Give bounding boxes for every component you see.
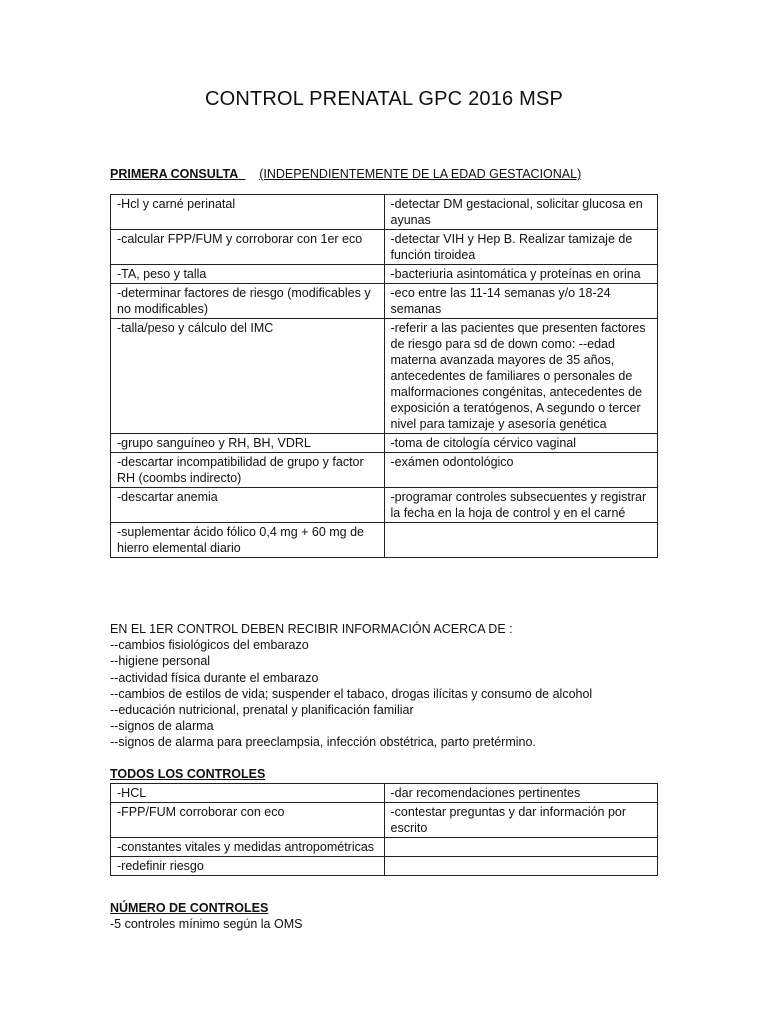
table-cell: -determinar factores de riesgo (modificables y no modificables) bbox=[111, 284, 385, 319]
table-row bbox=[111, 857, 658, 876]
table-cell: -suplementar ácido fólico 0,4 mg + 60 mg de hierro elemental diario bbox=[111, 523, 385, 558]
table-cell: -dar recomendaciones pertinentes bbox=[384, 784, 658, 803]
numero-controles-text: -5 controles mínimo según la OMS bbox=[110, 917, 303, 931]
table-row bbox=[111, 265, 658, 284]
table-cell: -eco entre las 11-14 semanas y/o 18-24 semanas bbox=[384, 284, 658, 319]
table-cell: -contestar preguntas y dar información por escrito bbox=[384, 803, 658, 838]
table-row bbox=[111, 230, 658, 265]
list-item: --actividad física durante el embarazo bbox=[110, 670, 319, 685]
informacion-heading: EN EL 1ER CONTROL DEBEN RECIBIR INFORMACIÓN ACERCA DE : bbox=[110, 622, 513, 636]
list-item: --higiene personal bbox=[110, 654, 211, 669]
table-row bbox=[111, 488, 658, 523]
table-cell: -grupo sanguíneo y RH, BH, VDRL bbox=[111, 434, 385, 453]
table-row bbox=[111, 838, 658, 857]
table-cell: -Hcl y carné perinatal bbox=[111, 195, 385, 230]
table-cell: -referir a las pacientes que presenten factores de riesgo para sd de down como: --edad materna avanzada mayores de 35 años, antecedentes de familiares o personales de malformaciones congénitas, antecedentes de exposición a teratógenos, A segundo o tercer nivel para tamizaje y asesoría genética bbox=[384, 319, 658, 434]
table-row bbox=[111, 453, 658, 488]
list-item: --signos de alarma bbox=[110, 719, 214, 734]
table-cell: -exámen odontológico bbox=[384, 453, 658, 488]
table-cell: -calcular FPP/FUM y corroborar con 1er eco bbox=[111, 230, 385, 265]
table-cell: -talla/peso y cálculo del IMC bbox=[111, 319, 385, 434]
table-cell: -TA, peso y talla bbox=[111, 265, 385, 284]
primera-consulta-heading: PRIMERA CONSULTA bbox=[110, 167, 239, 181]
list-item: --cambios fisiológicos del embarazo bbox=[110, 638, 309, 653]
informacion-block bbox=[110, 621, 670, 751]
list-item: --cambios de estilos de vida; suspender el tabaco, drogas ilícitas y consumo de alcohol bbox=[110, 686, 593, 701]
table-cell: -descartar anemia bbox=[111, 488, 385, 523]
table-cell: -bacteriuria asintomática y proteínas en orina bbox=[384, 265, 658, 284]
primera-consulta-table bbox=[110, 194, 658, 558]
table-cell: -redefinir riesgo bbox=[111, 857, 385, 876]
table-cell bbox=[384, 838, 658, 857]
list-item: --educación nutricional, prenatal y planificación familiar bbox=[110, 703, 414, 718]
todos-controles-heading: TODOS LOS CONTROLES bbox=[110, 767, 266, 781]
table-cell: -descartar incompatibilidad de grupo y factor RH (coombs indirecto) bbox=[111, 453, 385, 488]
table-row bbox=[111, 784, 658, 803]
table-cell: -detectar VIH y Hep B. Realizar tamizaje de función tiroidea bbox=[384, 230, 658, 265]
numero-controles-heading: NÚMERO DE CONTROLES bbox=[110, 901, 269, 915]
table-row bbox=[111, 434, 658, 453]
table-row bbox=[111, 284, 658, 319]
todos-controles-table bbox=[110, 783, 658, 876]
table-cell: -constantes vitales y medidas antropométricas bbox=[111, 838, 385, 857]
document-title: CONTROL PRENATAL GPC 2016 MSP bbox=[204, 88, 564, 110]
primera-consulta-heading-row bbox=[110, 167, 581, 181]
table-cell: -toma de citología cérvico vaginal bbox=[384, 434, 658, 453]
list-item: --signos de alarma para preeclampsia, infección obstétrica, parto pretérmino. bbox=[110, 735, 536, 750]
table-cell: -detectar DM gestacional, solicitar glucosa en ayunas bbox=[384, 195, 658, 230]
table-row bbox=[111, 523, 658, 558]
table-cell: -programar controles subsecuentes y registrar la fecha en la hoja de control y en el carné bbox=[384, 488, 658, 523]
table-row bbox=[111, 319, 658, 434]
table-cell bbox=[384, 523, 658, 558]
table-cell: -FPP/FUM corroborar con eco bbox=[111, 803, 385, 838]
table-cell bbox=[384, 857, 658, 876]
table-row bbox=[111, 195, 658, 230]
primera-consulta-note: (INDEPENDIENTEMENTE DE LA EDAD GESTACIONAL) bbox=[259, 167, 582, 181]
table-cell: -HCL bbox=[111, 784, 385, 803]
table-row bbox=[111, 803, 658, 838]
